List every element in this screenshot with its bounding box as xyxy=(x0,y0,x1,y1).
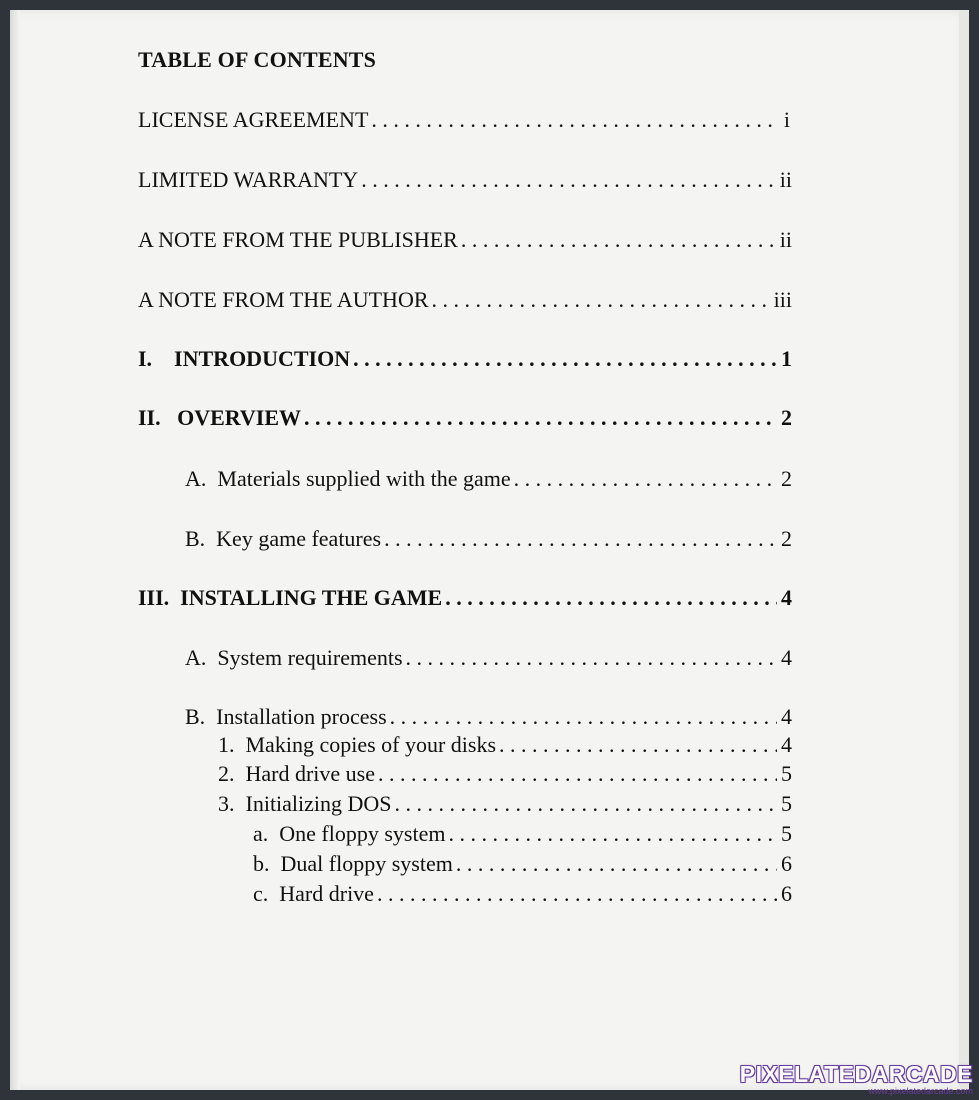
toc-entry-system-requirements xyxy=(185,645,792,671)
toc-entry-materials xyxy=(185,466,792,492)
toc-leader-dots xyxy=(378,761,777,787)
toc-leader-dots xyxy=(448,821,777,847)
toc-entry-installing xyxy=(138,585,792,611)
toc-entry-hard-drive-use xyxy=(218,761,792,787)
toc-label: A NOTE FROM THE PUBLISHER xyxy=(138,227,458,252)
toc-label: b. Dual floppy system xyxy=(253,851,453,876)
toc-entry-dual-floppy xyxy=(253,851,792,877)
toc-page-number: 2 xyxy=(781,526,792,551)
toc-leader-dots xyxy=(445,585,777,611)
toc-entry-publisher-note xyxy=(138,227,792,253)
toc-leader-dots xyxy=(371,107,775,133)
toc-entry-warranty xyxy=(138,167,792,193)
toc-label: I. INTRODUCTION xyxy=(138,346,351,371)
toc-leader-dots xyxy=(361,167,777,193)
toc-page-number: 2 xyxy=(781,405,792,430)
toc-page-number: 6 xyxy=(781,881,792,906)
toc-entry-introduction xyxy=(138,346,792,372)
toc-leader-dots xyxy=(461,227,777,253)
toc-page-number: 2 xyxy=(781,466,792,491)
toc-page-number: 5 xyxy=(781,791,792,816)
toc-page-number: ii xyxy=(779,227,792,252)
toc-label: A. Materials supplied with the game xyxy=(185,466,511,491)
toc-label: a. One floppy system xyxy=(253,821,446,846)
toc-leader-dots xyxy=(456,851,777,877)
toc-leader-dots xyxy=(406,645,777,671)
toc-page-number: 1 xyxy=(781,346,792,371)
toc-label: LIMITED WARRANTY xyxy=(138,167,359,192)
toc-entry-overview xyxy=(138,405,792,431)
toc-entry-license xyxy=(138,107,790,133)
toc-leader-dots xyxy=(499,732,777,758)
toc-leader-dots xyxy=(353,346,777,372)
toc-page-number: iii xyxy=(773,287,792,312)
table-of-contents xyxy=(10,10,964,1090)
watermark-url: www.pixelatedarcade.com xyxy=(868,1086,973,1096)
toc-page-number: 4 xyxy=(781,585,792,610)
toc-label: III. INSTALLING THE GAME xyxy=(138,585,443,610)
toc-entry-installation-process xyxy=(185,704,792,730)
toc-label: B. Installation process xyxy=(185,704,387,729)
toc-page-number: 4 xyxy=(781,645,792,670)
toc-page-number: 5 xyxy=(781,821,792,846)
toc-label: 2. Hard drive use xyxy=(218,761,376,786)
toc-label: A NOTE FROM THE AUTHOR xyxy=(138,287,429,312)
toc-leader-dots xyxy=(377,881,777,907)
toc-label: A. System requirements xyxy=(185,645,403,670)
toc-entry-one-floppy xyxy=(253,821,792,847)
toc-heading: TABLE OF CONTENTS xyxy=(138,47,377,72)
toc-label: 3. Initializing DOS xyxy=(218,791,392,816)
toc-page-number: i xyxy=(783,107,790,132)
toc-entry-key-features xyxy=(185,526,792,552)
toc-entry-initializing-dos xyxy=(218,791,792,817)
toc-page-number: 4 xyxy=(781,704,792,729)
toc-leader-dots xyxy=(390,704,777,730)
toc-label: II. OVERVIEW xyxy=(138,405,302,430)
toc-leader-dots xyxy=(304,405,777,431)
toc-label: c. Hard drive xyxy=(253,881,374,906)
watermark-logo: PIXELATEDARCADE xyxy=(739,1061,973,1087)
toc-leader-dots xyxy=(384,526,777,552)
toc-label: B. Key game features xyxy=(185,526,382,551)
site-watermark xyxy=(740,1062,973,1096)
manual-page xyxy=(10,10,964,1090)
toc-page-number: 6 xyxy=(781,851,792,876)
toc-label: LICENSE AGREEMENT xyxy=(138,107,369,132)
toc-leader-dots xyxy=(514,466,777,492)
toc-page-number: 4 xyxy=(781,732,792,757)
toc-page-number: 5 xyxy=(781,761,792,786)
toc-leader-dots xyxy=(395,791,777,817)
toc-entry-hard-drive xyxy=(253,881,792,907)
toc-label: 1. Making copies of your disks xyxy=(218,732,497,757)
toc-entry-author-note xyxy=(138,287,792,313)
toc-leader-dots xyxy=(432,287,771,313)
toc-page-number: ii xyxy=(779,167,792,192)
toc-entry-making-copies xyxy=(218,732,792,758)
